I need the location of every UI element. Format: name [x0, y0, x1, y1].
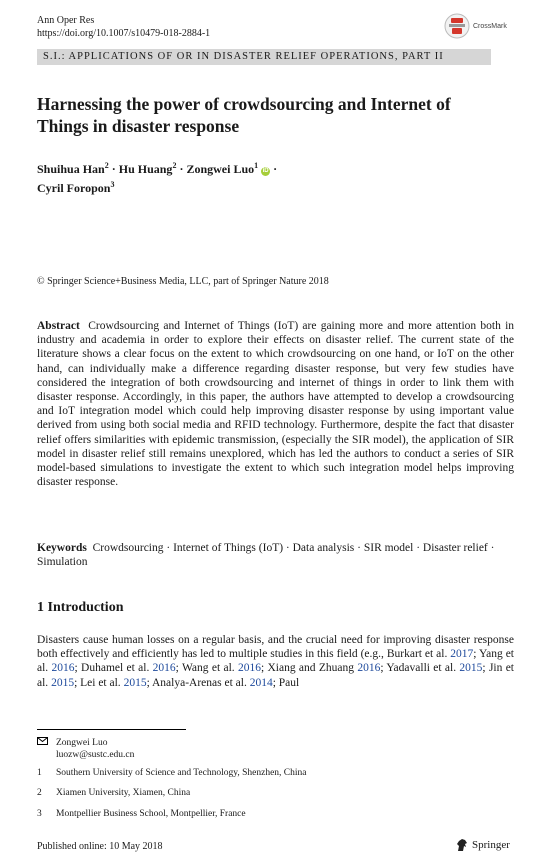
citation-link[interactable]: 2016 — [51, 662, 75, 675]
copyright-notice: © Springer Science+Business Media, LLC, part of Springer Nature 2018 — [37, 276, 329, 287]
affiliation-text: Southern University of Science and Technology, Shenzhen, China — [56, 768, 307, 778]
article-title: Harnessing the power of crowdsourcing and Internet of Things in disaster response — [37, 94, 451, 136]
publisher-name: Springer — [472, 839, 510, 851]
special-issue-banner: S.I.: APPLICATIONS OF OR IN DISASTER RELIEF OPERATIONS, PART II — [37, 49, 491, 65]
corresponding-author-name: Zongwei Luo — [56, 738, 108, 748]
doi-link[interactable]: https://doi.org/10.1007/s10479-018-2884-1 — [37, 28, 211, 39]
intro-text: ; Wang et al. — [175, 662, 238, 675]
keywords-text: Crowdsourcing · Internet of Things (IoT) · Data analysis · SIR model · Disaster relief · Simulation — [37, 542, 495, 569]
publication-date: Published online: 10 May 2018 — [37, 841, 163, 852]
citation-link[interactable]: 2016 — [357, 662, 381, 675]
intro-text: ; Yang et al. — [37, 648, 514, 675]
corresponding-author — [37, 737, 134, 761]
intro-text: ; Jin et al. — [37, 662, 514, 689]
affiliation-marker: 3 — [110, 180, 115, 189]
intro-text: ; Lei et al. — [74, 676, 124, 689]
introduction-paragraph — [37, 633, 514, 690]
author-name[interactable]: Hu Huang — [118, 162, 173, 176]
orcid-icon[interactable]: iD — [262, 168, 269, 174]
crossmark-icon — [444, 13, 470, 39]
abstract-text: Crowdsourcing and Internet of Things (IoT) are gaining more and more attention both in industry and academia in order to explore their effects on disaster relief. The current state of the literature shows a clear focus on the extent to which crowdsourcing on one hand, or IoT on the other hand, can individually make a difference regarding disaster response, but very few studies have considered the integration of both crowdsourcing and internet of things in order to link them with disaster response. Accordingly, in this paper, the authors have attempted to develop a crowdsourcing and IoT integration model which could help improving disaster response by using important value derived from using both social media and RFID technology. Furthermore, despite the fact that disaster relief offers similarities with epidemic transmission, (especially the SIR model), the application of SIR model in disaster relief still remains unexplored, which has led the authors to conduct a series of SIR model-based simulations to investigate the extent to which such integration model helps improving disaster response. — [37, 320, 515, 489]
intro-text: ; Paul — [272, 676, 300, 689]
author-list — [37, 158, 497, 196]
intro-text: ; Analya-Arenas et al. — [146, 676, 250, 689]
footnote-number: 1 — [37, 768, 42, 778]
author-name[interactable]: Cyril Foropon — [37, 181, 111, 195]
citation-link[interactable]: 2016 — [237, 662, 261, 675]
springer-horse-icon — [455, 838, 469, 852]
crossmark-badge[interactable] — [444, 13, 507, 39]
affiliation-marker: 1 — [254, 161, 259, 170]
envelope-icon — [37, 737, 56, 749]
author-separator: · — [179, 162, 184, 176]
author-separator: · — [111, 162, 116, 176]
affiliation-footnote — [37, 787, 190, 799]
crossmark-label: CrossMark — [473, 22, 507, 30]
section-heading: 1 Introduction — [37, 600, 124, 615]
citation-link[interactable]: 2015 — [123, 676, 147, 689]
journal-header — [37, 14, 210, 40]
affiliation-marker: 2 — [172, 161, 177, 170]
citation-link[interactable]: 2016 — [152, 662, 176, 675]
citation-link[interactable]: 2017 — [450, 648, 474, 661]
footnote-number: 2 — [37, 788, 42, 798]
citation-link[interactable]: 2015 — [51, 676, 75, 689]
abstract — [37, 319, 514, 489]
abstract-label: Abstract — [37, 320, 80, 332]
journal-name: Ann Oper Res — [37, 15, 95, 26]
intro-text: ; Duhamel et al. — [74, 662, 153, 675]
citation-link[interactable]: 2014 — [249, 676, 273, 689]
intro-text: ; Yadavalli et al. — [380, 662, 460, 675]
author-separator: · — [273, 162, 278, 176]
affiliation-text: Xiamen University, Xiamen, China — [56, 788, 191, 798]
keywords-label: Keywords — [37, 542, 87, 554]
footnote-divider — [37, 729, 186, 730]
citation-link[interactable]: 2015 — [459, 662, 483, 675]
affiliation-text: Montpellier Business School, Montpellier, France — [56, 809, 246, 819]
keywords — [37, 541, 514, 569]
intro-text: ; Xiang and Zhuang — [260, 662, 358, 675]
footnote-number: 3 — [37, 809, 42, 819]
affiliation-footnote — [37, 767, 307, 779]
author-name[interactable]: Shuihua Han — [37, 162, 105, 176]
publisher-logo — [455, 838, 510, 852]
intro-text: Disasters cause human losses on a regular basis, and the crucial need for improving disaster response both effectively and efficiently has led to multiple studies in this field (e.g., Burkart et al. — [37, 634, 514, 661]
corresponding-author-email[interactable]: luozw@sustc.edu.cn — [56, 750, 135, 760]
affiliation-marker: 2 — [104, 161, 109, 170]
affiliation-footnote — [37, 808, 246, 820]
author-name[interactable]: Zongwei Luo — [186, 162, 255, 176]
